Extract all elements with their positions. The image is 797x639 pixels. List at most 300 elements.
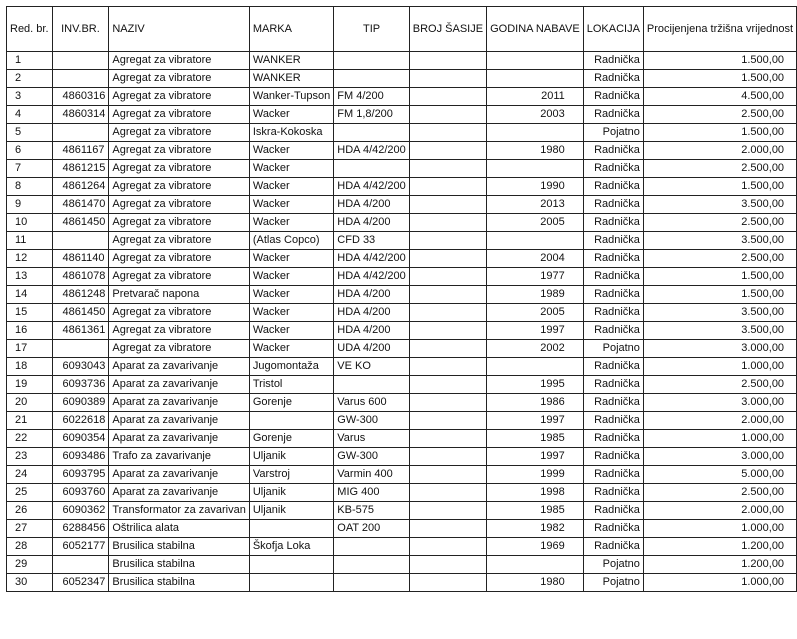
cell-marka: Uljanik xyxy=(249,448,333,466)
cell-inv-br: 4861361 xyxy=(52,322,109,340)
cell-vrijednost: 2.500,00 xyxy=(643,106,796,124)
cell-vrijednost: 2.500,00 xyxy=(643,250,796,268)
cell-lokacija: Radnička xyxy=(583,250,643,268)
cell-lokacija: Radnička xyxy=(583,376,643,394)
table-row xyxy=(7,160,797,178)
cell-lokacija: Radnička xyxy=(583,466,643,484)
cell-broj-sasije xyxy=(409,484,486,502)
cell-vrijednost: 1.200,00 xyxy=(643,556,796,574)
cell-naziv: Agregat za vibratore xyxy=(109,52,249,70)
cell-lokacija: Radnička xyxy=(583,502,643,520)
cell-red-br: 23 xyxy=(7,448,53,466)
cell-lokacija: Radnička xyxy=(583,322,643,340)
table-row xyxy=(7,196,797,214)
table-row xyxy=(7,142,797,160)
cell-marka: Wacker xyxy=(249,286,333,304)
cell-marka: Wacker xyxy=(249,268,333,286)
cell-godina-nabave xyxy=(487,160,584,178)
cell-lokacija: Radnička xyxy=(583,304,643,322)
cell-marka: Gorenje xyxy=(249,430,333,448)
cell-vrijednost: 3.000,00 xyxy=(643,394,796,412)
cell-vrijednost: 3.500,00 xyxy=(643,322,796,340)
cell-inv-br: 6093760 xyxy=(52,484,109,502)
cell-red-br: 15 xyxy=(7,304,53,322)
cell-broj-sasije xyxy=(409,70,486,88)
header-cell-naziv: NAZIV xyxy=(109,7,249,52)
cell-tip: HDA 4/200 xyxy=(334,214,410,232)
cell-broj-sasije xyxy=(409,538,486,556)
cell-naziv: Agregat za vibratore xyxy=(109,214,249,232)
cell-naziv: Agregat za vibratore xyxy=(109,160,249,178)
cell-inv-br: 4861078 xyxy=(52,268,109,286)
cell-godina-nabave: 1985 xyxy=(487,430,584,448)
cell-vrijednost: 1.500,00 xyxy=(643,286,796,304)
cell-marka: Wacker xyxy=(249,160,333,178)
cell-red-br: 27 xyxy=(7,520,53,538)
cell-marka: Wacker xyxy=(249,322,333,340)
cell-red-br: 24 xyxy=(7,466,53,484)
cell-red-br: 6 xyxy=(7,142,53,160)
cell-lokacija: Radnička xyxy=(583,88,643,106)
cell-godina-nabave: 1985 xyxy=(487,502,584,520)
header-cell-red-br: Red. br. xyxy=(7,7,53,52)
cell-lokacija: Pojatno xyxy=(583,556,643,574)
cell-inv-br: 6093736 xyxy=(52,376,109,394)
cell-lokacija: Radnička xyxy=(583,52,643,70)
cell-tip: HDA 4/42/200 xyxy=(334,268,410,286)
cell-broj-sasije xyxy=(409,268,486,286)
cell-inv-br: 4861215 xyxy=(52,160,109,178)
table-row xyxy=(7,268,797,286)
cell-red-br: 19 xyxy=(7,376,53,394)
cell-tip xyxy=(334,160,410,178)
header-cell-tip: TIP xyxy=(334,7,410,52)
cell-godina-nabave: 1998 xyxy=(487,484,584,502)
cell-vrijednost: 2.500,00 xyxy=(643,484,796,502)
cell-lokacija: Radnička xyxy=(583,538,643,556)
cell-marka: Iskra-Kokoska xyxy=(249,124,333,142)
cell-naziv: Agregat za vibratore xyxy=(109,268,249,286)
cell-godina-nabave xyxy=(487,70,584,88)
inventory-table xyxy=(6,6,797,592)
cell-naziv: Aparat za zavarivanje xyxy=(109,484,249,502)
cell-red-br: 13 xyxy=(7,268,53,286)
cell-red-br: 1 xyxy=(7,52,53,70)
cell-inv-br: 6093795 xyxy=(52,466,109,484)
cell-godina-nabave: 1999 xyxy=(487,466,584,484)
cell-naziv: Agregat za vibratore xyxy=(109,232,249,250)
cell-tip: HDA 4/42/200 xyxy=(334,250,410,268)
table-row xyxy=(7,466,797,484)
cell-inv-br: 4861167 xyxy=(52,142,109,160)
cell-inv-br: 6288456 xyxy=(52,520,109,538)
cell-broj-sasije xyxy=(409,178,486,196)
table-body xyxy=(7,52,797,592)
cell-vrijednost: 1.000,00 xyxy=(643,574,796,592)
cell-lokacija: Radnička xyxy=(583,394,643,412)
table-row xyxy=(7,412,797,430)
table-row xyxy=(7,556,797,574)
cell-vrijednost: 2.500,00 xyxy=(643,376,796,394)
table-row xyxy=(7,106,797,124)
cell-godina-nabave: 1977 xyxy=(487,268,584,286)
cell-tip: HDA 4/200 xyxy=(334,196,410,214)
cell-lokacija: Radnička xyxy=(583,448,643,466)
cell-lokacija: Radnička xyxy=(583,178,643,196)
cell-tip xyxy=(334,376,410,394)
cell-naziv: Aparat za zavarivanje xyxy=(109,394,249,412)
table-row xyxy=(7,214,797,232)
cell-red-br: 17 xyxy=(7,340,53,358)
cell-inv-br xyxy=(52,52,109,70)
cell-tip: VE KO xyxy=(334,358,410,376)
cell-broj-sasije xyxy=(409,232,486,250)
cell-red-br: 14 xyxy=(7,286,53,304)
cell-vrijednost: 2.000,00 xyxy=(643,142,796,160)
cell-broj-sasije xyxy=(409,196,486,214)
table-row xyxy=(7,322,797,340)
cell-godina-nabave: 1980 xyxy=(487,142,584,160)
cell-inv-br: 6090389 xyxy=(52,394,109,412)
cell-tip xyxy=(334,556,410,574)
cell-naziv: Aparat za zavarivanje xyxy=(109,430,249,448)
cell-naziv: Aparat za zavarivanje xyxy=(109,358,249,376)
table-row xyxy=(7,124,797,142)
table-row xyxy=(7,520,797,538)
cell-vrijednost: 3.000,00 xyxy=(643,448,796,466)
cell-vrijednost: 1.500,00 xyxy=(643,268,796,286)
table-row xyxy=(7,304,797,322)
cell-red-br: 11 xyxy=(7,232,53,250)
cell-lokacija: Radnička xyxy=(583,412,643,430)
table-row xyxy=(7,430,797,448)
cell-vrijednost: 3.500,00 xyxy=(643,232,796,250)
cell-godina-nabave: 1969 xyxy=(487,538,584,556)
cell-inv-br xyxy=(52,340,109,358)
cell-broj-sasije xyxy=(409,142,486,160)
cell-lokacija: Radnička xyxy=(583,430,643,448)
cell-tip: Varmin 400 xyxy=(334,466,410,484)
cell-red-br: 7 xyxy=(7,160,53,178)
header-cell-marka: MARKA xyxy=(249,7,333,52)
cell-lokacija: Radnička xyxy=(583,106,643,124)
cell-vrijednost: 2.000,00 xyxy=(643,502,796,520)
cell-vrijednost: 2.000,00 xyxy=(643,412,796,430)
cell-lokacija: Pojatno xyxy=(583,124,643,142)
cell-inv-br: 4861450 xyxy=(52,304,109,322)
cell-tip: HDA 4/200 xyxy=(334,286,410,304)
cell-godina-nabave: 1980 xyxy=(487,574,584,592)
cell-red-br: 20 xyxy=(7,394,53,412)
cell-lokacija: Pojatno xyxy=(583,340,643,358)
cell-naziv: Pretvarač napona xyxy=(109,286,249,304)
cell-vrijednost: 1.200,00 xyxy=(643,538,796,556)
cell-godina-nabave: 2005 xyxy=(487,304,584,322)
cell-inv-br xyxy=(52,70,109,88)
cell-vrijednost: 1.000,00 xyxy=(643,520,796,538)
cell-naziv: Brusilica stabilna xyxy=(109,538,249,556)
cell-tip: Varus xyxy=(334,430,410,448)
cell-marka xyxy=(249,412,333,430)
cell-red-br: 29 xyxy=(7,556,53,574)
cell-broj-sasije xyxy=(409,214,486,232)
cell-tip: MIG 400 xyxy=(334,484,410,502)
cell-broj-sasije xyxy=(409,448,486,466)
cell-broj-sasije xyxy=(409,574,486,592)
cell-lokacija: Pojatno xyxy=(583,574,643,592)
cell-vrijednost: 1.000,00 xyxy=(643,430,796,448)
cell-naziv: Agregat za vibratore xyxy=(109,106,249,124)
cell-naziv: Brusilica stabilna xyxy=(109,574,249,592)
cell-marka: Wacker xyxy=(249,196,333,214)
table-row xyxy=(7,574,797,592)
cell-godina-nabave: 2003 xyxy=(487,106,584,124)
cell-red-br: 4 xyxy=(7,106,53,124)
cell-vrijednost: 2.500,00 xyxy=(643,214,796,232)
cell-marka: Uljanik xyxy=(249,484,333,502)
cell-tip: OAT 200 xyxy=(334,520,410,538)
cell-godina-nabave xyxy=(487,358,584,376)
cell-vrijednost: 5.000,00 xyxy=(643,466,796,484)
cell-naziv: Aparat za zavarivanje xyxy=(109,412,249,430)
table-row xyxy=(7,358,797,376)
cell-naziv: Transformator za zavarivan xyxy=(109,502,249,520)
cell-tip: HDA 4/200 xyxy=(334,304,410,322)
cell-inv-br xyxy=(52,556,109,574)
cell-vrijednost: 4.500,00 xyxy=(643,88,796,106)
table-row xyxy=(7,286,797,304)
cell-naziv: Agregat za vibratore xyxy=(109,340,249,358)
cell-lokacija: Radnička xyxy=(583,232,643,250)
cell-lokacija: Radnička xyxy=(583,70,643,88)
cell-vrijednost: 3.500,00 xyxy=(643,304,796,322)
cell-vrijednost: 3.500,00 xyxy=(643,196,796,214)
table-row xyxy=(7,178,797,196)
cell-godina-nabave: 2002 xyxy=(487,340,584,358)
table-row xyxy=(7,502,797,520)
cell-tip xyxy=(334,574,410,592)
cell-lokacija: Radnička xyxy=(583,286,643,304)
cell-red-br: 9 xyxy=(7,196,53,214)
cell-naziv: Brusilica stabilna xyxy=(109,556,249,574)
cell-broj-sasije xyxy=(409,286,486,304)
cell-vrijednost: 1.500,00 xyxy=(643,178,796,196)
cell-inv-br: 4860314 xyxy=(52,106,109,124)
cell-naziv: Agregat za vibratore xyxy=(109,304,249,322)
cell-lokacija: Radnička xyxy=(583,214,643,232)
cell-tip: FM 1,8/200 xyxy=(334,106,410,124)
cell-marka: Gorenje xyxy=(249,394,333,412)
cell-marka: Varstroj xyxy=(249,466,333,484)
cell-marka xyxy=(249,574,333,592)
cell-broj-sasije xyxy=(409,556,486,574)
cell-naziv: Agregat za vibratore xyxy=(109,142,249,160)
cell-tip: GW-300 xyxy=(334,412,410,430)
cell-lokacija: Radnička xyxy=(583,142,643,160)
table-row xyxy=(7,538,797,556)
cell-tip: HDA 4/42/200 xyxy=(334,142,410,160)
header-cell-inv-br: INV.BR. xyxy=(52,7,109,52)
cell-naziv: Agregat za vibratore xyxy=(109,178,249,196)
header-cell-broj-sasije: BROJ ŠASIJE xyxy=(409,7,486,52)
cell-marka: WANKER xyxy=(249,52,333,70)
cell-godina-nabave: 1989 xyxy=(487,286,584,304)
cell-lokacija: Radnička xyxy=(583,196,643,214)
cell-godina-nabave xyxy=(487,124,584,142)
cell-vrijednost: 1.000,00 xyxy=(643,358,796,376)
cell-tip xyxy=(334,52,410,70)
cell-broj-sasije xyxy=(409,88,486,106)
cell-broj-sasije xyxy=(409,124,486,142)
cell-marka: WANKER xyxy=(249,70,333,88)
cell-godina-nabave: 2011 xyxy=(487,88,584,106)
cell-naziv: Agregat za vibratore xyxy=(109,322,249,340)
cell-inv-br: 4861264 xyxy=(52,178,109,196)
cell-red-br: 30 xyxy=(7,574,53,592)
cell-godina-nabave xyxy=(487,556,584,574)
cell-lokacija: Radnička xyxy=(583,358,643,376)
cell-godina-nabave: 1997 xyxy=(487,412,584,430)
cell-naziv: Agregat za vibratore xyxy=(109,88,249,106)
cell-inv-br: 6093043 xyxy=(52,358,109,376)
cell-inv-br: 6090362 xyxy=(52,502,109,520)
cell-naziv: Aparat za zavarivanje xyxy=(109,466,249,484)
cell-red-br: 5 xyxy=(7,124,53,142)
cell-inv-br: 6093486 xyxy=(52,448,109,466)
cell-marka: Tristol xyxy=(249,376,333,394)
cell-tip: KB-575 xyxy=(334,502,410,520)
cell-marka: Wacker xyxy=(249,250,333,268)
cell-red-br: 8 xyxy=(7,178,53,196)
cell-inv-br: 6022618 xyxy=(52,412,109,430)
cell-inv-br: 4861470 xyxy=(52,196,109,214)
cell-marka: Wanker-Tupson xyxy=(249,88,333,106)
cell-red-br: 18 xyxy=(7,358,53,376)
table-row xyxy=(7,232,797,250)
cell-broj-sasije xyxy=(409,52,486,70)
table-row xyxy=(7,394,797,412)
cell-inv-br: 6052177 xyxy=(52,538,109,556)
header-row xyxy=(7,7,797,52)
cell-godina-nabave: 2013 xyxy=(487,196,584,214)
cell-red-br: 12 xyxy=(7,250,53,268)
header-cell-godina-nabave: GODINA NABAVE xyxy=(487,7,584,52)
cell-marka: Wacker xyxy=(249,142,333,160)
cell-red-br: 3 xyxy=(7,88,53,106)
header-cell-vrijednost: Procijenjena tržišna vrijednost xyxy=(643,7,796,52)
cell-godina-nabave: 1986 xyxy=(487,394,584,412)
cell-red-br: 16 xyxy=(7,322,53,340)
table-row xyxy=(7,376,797,394)
cell-marka: Škofja Loka xyxy=(249,538,333,556)
cell-vrijednost: 3.000,00 xyxy=(643,340,796,358)
table-row xyxy=(7,340,797,358)
cell-broj-sasije xyxy=(409,340,486,358)
cell-lokacija: Radnička xyxy=(583,268,643,286)
cell-red-br: 2 xyxy=(7,70,53,88)
cell-tip: CFD 33 xyxy=(334,232,410,250)
cell-red-br: 10 xyxy=(7,214,53,232)
cell-naziv: Agregat za vibratore xyxy=(109,196,249,214)
cell-marka: Jugomontaža xyxy=(249,358,333,376)
cell-inv-br: 6090354 xyxy=(52,430,109,448)
cell-broj-sasije xyxy=(409,502,486,520)
cell-red-br: 21 xyxy=(7,412,53,430)
cell-godina-nabave: 1997 xyxy=(487,322,584,340)
header-cell-lokacija: LOKACIJA xyxy=(583,7,643,52)
cell-inv-br: 4861450 xyxy=(52,214,109,232)
cell-vrijednost: 1.500,00 xyxy=(643,70,796,88)
cell-naziv: Oštrilica alata xyxy=(109,520,249,538)
cell-godina-nabave: 1982 xyxy=(487,520,584,538)
cell-tip xyxy=(334,70,410,88)
cell-inv-br: 4860316 xyxy=(52,88,109,106)
cell-tip: Varus 600 xyxy=(334,394,410,412)
cell-tip: HDA 4/42/200 xyxy=(334,178,410,196)
cell-marka xyxy=(249,556,333,574)
cell-godina-nabave: 1995 xyxy=(487,376,584,394)
table-row xyxy=(7,484,797,502)
cell-naziv: Agregat za vibratore xyxy=(109,70,249,88)
cell-marka xyxy=(249,520,333,538)
cell-marka: Wacker xyxy=(249,304,333,322)
cell-broj-sasije xyxy=(409,322,486,340)
cell-marka: (Atlas Copco) xyxy=(249,232,333,250)
table-row xyxy=(7,250,797,268)
cell-inv-br: 4861248 xyxy=(52,286,109,304)
cell-broj-sasije xyxy=(409,430,486,448)
cell-tip xyxy=(334,538,410,556)
cell-godina-nabave xyxy=(487,232,584,250)
cell-naziv: Aparat za zavarivanje xyxy=(109,376,249,394)
cell-broj-sasije xyxy=(409,250,486,268)
cell-broj-sasije xyxy=(409,376,486,394)
cell-broj-sasije xyxy=(409,304,486,322)
cell-lokacija: Radnička xyxy=(583,484,643,502)
table-row xyxy=(7,88,797,106)
cell-vrijednost: 2.500,00 xyxy=(643,160,796,178)
cell-naziv: Agregat za vibratore xyxy=(109,124,249,142)
cell-red-br: 25 xyxy=(7,484,53,502)
cell-broj-sasije xyxy=(409,412,486,430)
cell-marka: Wacker xyxy=(249,178,333,196)
cell-inv-br: 4861140 xyxy=(52,250,109,268)
cell-tip: UDA 4/200 xyxy=(334,340,410,358)
cell-tip xyxy=(334,124,410,142)
cell-tip: FM 4/200 xyxy=(334,88,410,106)
cell-marka: Uljanik xyxy=(249,502,333,520)
cell-naziv: Agregat za vibratore xyxy=(109,250,249,268)
cell-lokacija: Radnička xyxy=(583,160,643,178)
cell-inv-br xyxy=(52,232,109,250)
cell-red-br: 22 xyxy=(7,430,53,448)
cell-godina-nabave: 2004 xyxy=(487,250,584,268)
cell-red-br: 26 xyxy=(7,502,53,520)
table-row xyxy=(7,52,797,70)
cell-tip: HDA 4/200 xyxy=(334,322,410,340)
cell-godina-nabave xyxy=(487,52,584,70)
cell-broj-sasije xyxy=(409,106,486,124)
cell-godina-nabave: 2005 xyxy=(487,214,584,232)
cell-marka: Wacker xyxy=(249,340,333,358)
cell-tip: GW-300 xyxy=(334,448,410,466)
cell-marka: Wacker xyxy=(249,214,333,232)
cell-broj-sasije xyxy=(409,520,486,538)
cell-godina-nabave: 1997 xyxy=(487,448,584,466)
cell-red-br: 28 xyxy=(7,538,53,556)
table-row xyxy=(7,70,797,88)
cell-vrijednost: 1.500,00 xyxy=(643,124,796,142)
